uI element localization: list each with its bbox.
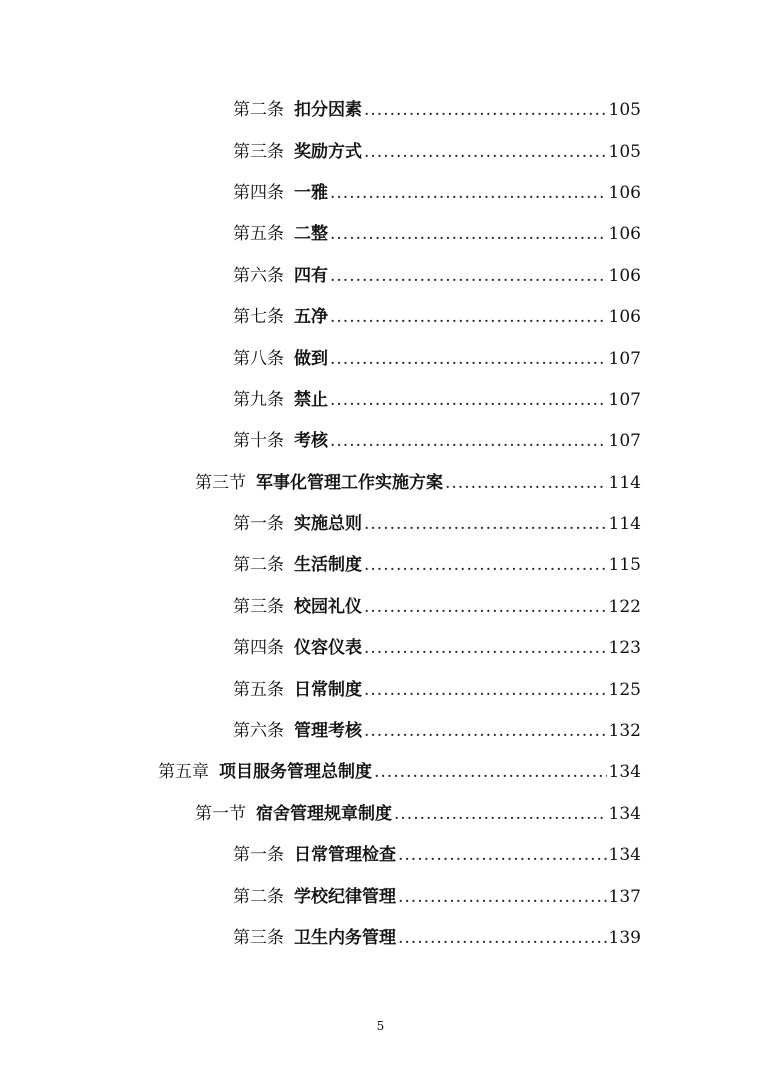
toc-entry-page: 114 [608, 514, 641, 535]
dot-leader [364, 144, 607, 161]
toc-entry-page: 107 [608, 431, 641, 452]
toc-entry-number: 第九条 [233, 389, 284, 410]
dot-leader [398, 889, 607, 906]
toc-entry [233, 711, 641, 752]
toc-entry-page: 107 [608, 389, 641, 410]
toc-entry-page: 106 [608, 265, 641, 286]
toc-entry-title: 军事化管理工作实施方案 [256, 472, 443, 493]
toc-entry-page: 134 [608, 845, 641, 866]
dot-leader [364, 640, 607, 657]
toc-entry-title: 生活制度 [294, 555, 362, 576]
dot-leader [445, 475, 607, 492]
toc-entry-number: 第二条 [233, 100, 284, 121]
toc-entry [233, 587, 641, 628]
toc-entry-page: 106 [608, 182, 641, 203]
toc-entry [233, 380, 641, 421]
toc-entry [233, 504, 641, 545]
toc-entry-title: 项目服务管理总制度 [219, 762, 372, 783]
dot-leader [330, 433, 607, 450]
toc-entry-number: 第三条 [233, 596, 284, 617]
dot-leader [330, 309, 607, 326]
toc-entry-page: 105 [608, 141, 641, 162]
toc-entry [233, 628, 641, 669]
toc-entry-page: 139 [608, 928, 641, 948]
toc-entry-title: 日常管理检查 [294, 845, 396, 866]
toc-entry-page: 107 [608, 348, 641, 369]
toc-entry [233, 876, 641, 917]
toc-entry-page: 134 [608, 762, 641, 783]
page-number: 5 [376, 1019, 385, 1033]
toc-entry-page: 132 [608, 721, 641, 742]
toc-entry-title: 做到 [294, 348, 328, 369]
toc-entry-number: 第一节 [195, 803, 246, 824]
dot-leader [394, 806, 607, 823]
toc-entry [233, 835, 641, 876]
toc-entry-page: 122 [608, 596, 641, 617]
toc-entry [233, 173, 641, 214]
toc-entry-number: 第六条 [233, 265, 284, 286]
table-of-contents [0, 90, 761, 959]
toc-entry [233, 338, 641, 379]
toc-entry [158, 752, 641, 793]
toc-entry [233, 669, 641, 710]
toc-entry-number: 第三条 [233, 928, 284, 948]
toc-entry [233, 214, 641, 255]
toc-entry [233, 545, 641, 586]
toc-entry-page: 106 [608, 224, 641, 245]
toc-entry-title: 奖励方式 [294, 141, 362, 162]
dot-leader [398, 930, 607, 947]
toc-entry-page: 125 [608, 679, 641, 700]
dot-leader [398, 847, 607, 864]
dot-leader [330, 392, 607, 409]
toc-entry-number: 第四条 [233, 638, 284, 659]
toc-entry-number: 第三条 [233, 141, 284, 162]
toc-entry-number: 第二条 [233, 555, 284, 576]
toc-entry-number: 第一条 [233, 845, 284, 866]
toc-entry-number: 第一条 [233, 514, 284, 535]
toc-entry-title: 日常制度 [294, 679, 362, 700]
toc-entry-page: 105 [608, 100, 641, 121]
toc-entry-number: 第三节 [195, 472, 246, 493]
dot-leader [364, 723, 607, 740]
toc-entry-title: 仪容仪表 [294, 638, 362, 659]
toc-entry [233, 90, 641, 131]
toc-entry-number: 第八条 [233, 348, 284, 369]
toc-entry-page: 137 [608, 886, 641, 907]
toc-entry [233, 131, 641, 172]
toc-entry-number: 第七条 [233, 307, 284, 328]
dot-leader [330, 351, 607, 368]
toc-entry-title: 四有 [294, 265, 328, 286]
toc-entry-title: 一雅 [294, 182, 328, 203]
dot-leader [330, 185, 607, 202]
dot-leader [330, 226, 607, 243]
toc-entry-number: 第五条 [233, 679, 284, 700]
toc-entry [195, 463, 641, 504]
toc-entry-number: 第四条 [233, 182, 284, 203]
toc-entry-title: 考核 [294, 431, 328, 452]
toc-entry-title: 二整 [294, 224, 328, 245]
toc-entry-page: 123 [608, 638, 641, 659]
toc-entry-page: 114 [608, 472, 641, 493]
toc-entry-page: 134 [608, 803, 641, 824]
toc-entry [233, 256, 641, 297]
dot-leader [374, 764, 607, 781]
toc-entry-title: 扣分因素 [294, 100, 362, 121]
toc-entry [195, 794, 641, 835]
dot-leader [364, 516, 607, 533]
toc-entry-number: 第二条 [233, 886, 284, 907]
toc-entry-title: 宿舍管理规章制度 [256, 803, 392, 824]
toc-entry-number: 第五章 [158, 762, 209, 783]
toc-entry-title: 实施总则 [294, 514, 362, 535]
dot-leader [330, 268, 607, 285]
dot-leader [364, 102, 607, 119]
toc-entry-page: 106 [608, 307, 641, 328]
toc-entry-number: 第十条 [233, 431, 284, 452]
toc-entry-title: 五净 [294, 307, 328, 328]
toc-entry [233, 297, 641, 338]
toc-entry [233, 421, 641, 462]
dot-leader [364, 682, 607, 699]
toc-entry-title: 管理考核 [294, 721, 362, 742]
toc-entry-number: 第五条 [233, 224, 284, 245]
toc-entry-title: 学校纪律管理 [294, 886, 396, 907]
toc-entry-title: 禁止 [294, 389, 328, 410]
toc-entry [233, 918, 641, 959]
toc-entry-page: 115 [608, 555, 641, 576]
toc-entry-number: 第六条 [233, 721, 284, 742]
toc-entry-title: 校园礼仪 [294, 596, 362, 617]
toc-entry-title: 卫生内务管理 [294, 928, 396, 948]
dot-leader [364, 557, 607, 574]
dot-leader [364, 599, 607, 616]
